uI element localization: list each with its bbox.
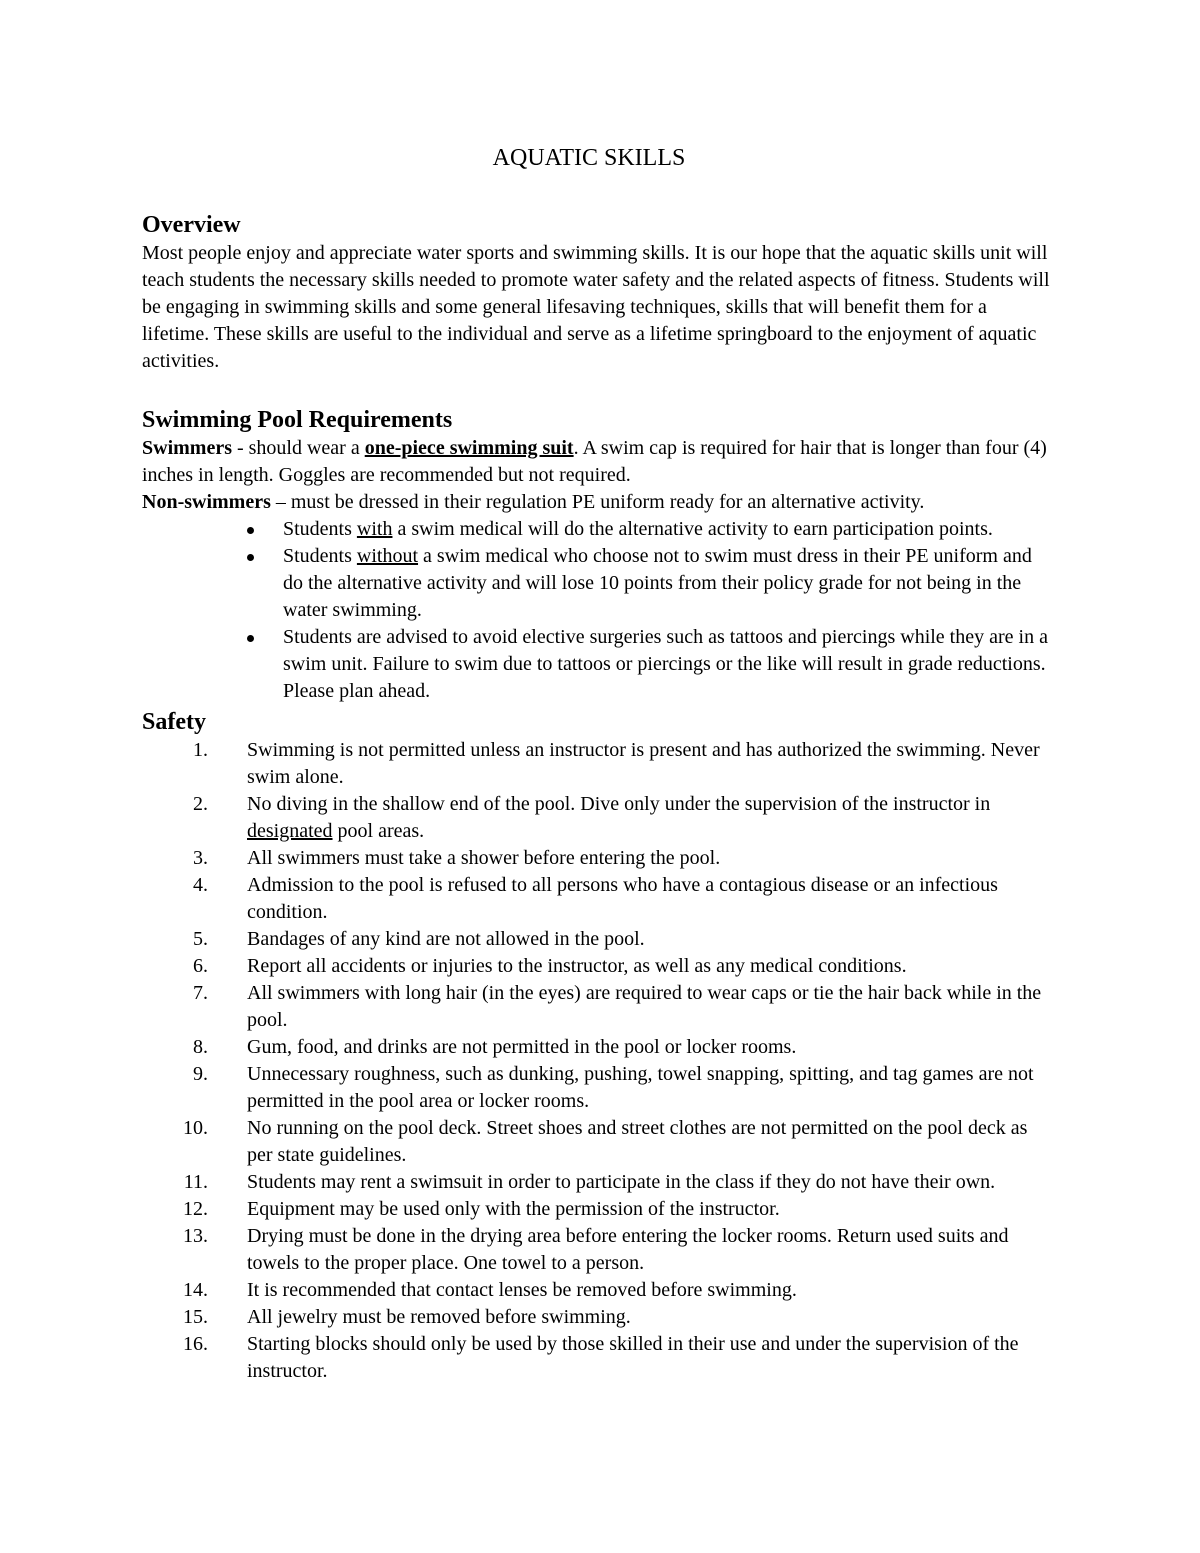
safety-rule-item	[142, 872, 1052, 926]
swimmers-pre: - should wear a	[231, 437, 365, 459]
safety-rule-text: All swimmers must take a shower before entering the pool.	[247, 847, 721, 869]
safety-rule-item	[142, 1034, 1052, 1061]
safety-rule-number: 13.	[183, 1225, 208, 1247]
swimmers-label: Swimmers	[142, 437, 232, 459]
safety-rule-item	[142, 845, 1052, 872]
document-page	[142, 140, 1052, 1385]
document-title: AQUATIC SKILLS	[492, 145, 686, 171]
safety-rule-item	[142, 953, 1052, 980]
safety-rule-item	[142, 1196, 1052, 1223]
safety-rule-number: 8.	[193, 1036, 208, 1058]
nonswimmers-label: Non-swimmers	[142, 491, 271, 513]
safety-rule-item	[142, 791, 1052, 845]
safety-rule-item	[142, 1115, 1052, 1169]
safety-rule-item	[142, 1304, 1052, 1331]
safety-rule-item	[142, 1061, 1052, 1115]
safety-rule-text: Drying must be done in the drying area before entering the locker rooms. Return used suits and towels to the proper place. One towel to a person.	[247, 1225, 1009, 1274]
overview-paragraph: Most people enjoy and appreciate water sports and swimming skills. It is our hope that the aquatic skills unit will teach students the necessary skills needed to promote water safety and the related aspects of fitness. Students will be engaging in swimming skills and some general lifesaving techniques, skills that will benefit them for a lifetime. These skills are useful to the individual and serve as a lifetime springboard to the enjoyment of aquatic activities.	[142, 242, 1050, 372]
swimmers-suit: one-piece swimming suit	[364, 437, 574, 459]
safety-rule-item	[142, 926, 1052, 953]
safety-rule-number: 12.	[183, 1198, 208, 1220]
safety-rule-underlined: designated	[247, 820, 333, 842]
safety-rule-number: 4.	[193, 874, 208, 896]
safety-rule-item	[142, 1331, 1052, 1385]
safety-rule-number: 11.	[183, 1171, 208, 1193]
safety-rule-text: Gum, food, and drinks are not permitted in the pool or locker rooms.	[247, 1036, 797, 1058]
nonswimmers-text: – must be dressed in their regulation PE uniform ready for an alternative activity.	[270, 491, 925, 513]
safety-rule-number: 5.	[193, 928, 208, 950]
safety-rule-item	[142, 1169, 1052, 1196]
swimmers-post: . A swim cap is required for hair that is longer than four (4) inches in length. Goggles are recommended but not required.	[142, 437, 1047, 486]
safety-rule-text: Admission to the pool is refused to all persons who have a contagious disease or an infectious condition.	[247, 874, 998, 923]
safety-rules-list	[142, 737, 1052, 1385]
safety-rule-item	[142, 1277, 1052, 1304]
safety-rule-text: All swimmers with long hair (in the eyes) are required to wear caps or tie the hair back while in the pool.	[247, 982, 1042, 1031]
safety-rule-text: All jewelry must be removed before swimming.	[247, 1306, 631, 1328]
safety-rule-text: Swimming is not permitted unless an instructor is present and has authorized the swimming. Never swim alone.	[247, 739, 1040, 788]
safety-rule-number: 16.	[183, 1333, 208, 1355]
bullet-dot-icon	[247, 554, 254, 561]
safety-rule-number: 6.	[193, 955, 208, 977]
bullet-item: Students are advised to avoid elective surgeries such as tattoos and piercings while they are in a swim unit. Failure to swim due to tattoos or piercings or the like will result in grade reductions. Please plan ahead.	[283, 624, 1052, 705]
safety-rule-number: 2.	[193, 793, 208, 815]
safety-rule-number: 3.	[193, 847, 208, 869]
safety-rule-text-end: pool areas.	[332, 820, 425, 842]
safety-rule-text: Report all accidents or injuries to the instructor, as well as any medical conditions.	[247, 955, 907, 977]
safety-rule-text: Bandages of any kind are not allowed in the pool.	[247, 928, 645, 950]
bullet-dot-icon	[247, 635, 254, 642]
safety-rule-number: 1.	[193, 739, 208, 761]
safety-rule-item	[142, 980, 1052, 1034]
bullet-item: Students with a swim medical will do the alternative activity to earn participation points.	[283, 516, 1052, 543]
safety-rule-text: Students may rent a swimsuit in order to participate in the class if they do not have their own.	[247, 1171, 996, 1193]
safety-rule-text: No diving in the shallow end of the pool. Dive only under the supervision of the instructor in	[247, 793, 991, 815]
safety-rule-number: 9.	[193, 1063, 208, 1085]
safety-rule-item	[142, 1223, 1052, 1277]
safety-rule-text: Equipment may be used only with the permission of the instructor.	[247, 1198, 780, 1220]
safety-rule-number: 15.	[183, 1306, 208, 1328]
bullet-dot-icon	[247, 527, 254, 534]
safety-rule-item	[142, 737, 1052, 791]
safety-rule-number: 14.	[183, 1279, 208, 1301]
nonswimmers-paragraph	[142, 489, 1052, 516]
safety-rule-text: It is recommended that contact lenses be removed before swimming.	[247, 1279, 797, 1301]
safety-rule-text: Starting blocks should only be used by those skilled in their use and under the supervision of the instructor.	[247, 1333, 1019, 1382]
safety-rule-text: No running on the pool deck. Street shoes and street clothes are not permitted on the pool deck as per state guidelines.	[247, 1117, 1028, 1166]
safety-heading: Safety	[142, 709, 206, 735]
swimmers-paragraph	[142, 435, 1052, 489]
bullet-item: Students without a swim medical who choose not to swim must dress in their PE uniform and do the alternative activity and will lose 10 points from their policy grade for not being in the water swimming.	[283, 543, 1052, 624]
safety-rule-number: 7.	[193, 982, 208, 1004]
pool-bullet-list	[142, 516, 1052, 705]
safety-rule-number: 10.	[183, 1117, 208, 1139]
safety-rule-text: Unnecessary roughness, such as dunking, pushing, towel snapping, spitting, and tag games are not permitted in the pool area or locker rooms.	[247, 1063, 1034, 1112]
pool-requirements-heading: Swimming Pool Requirements	[142, 407, 453, 433]
overview-heading: Overview	[142, 212, 241, 238]
